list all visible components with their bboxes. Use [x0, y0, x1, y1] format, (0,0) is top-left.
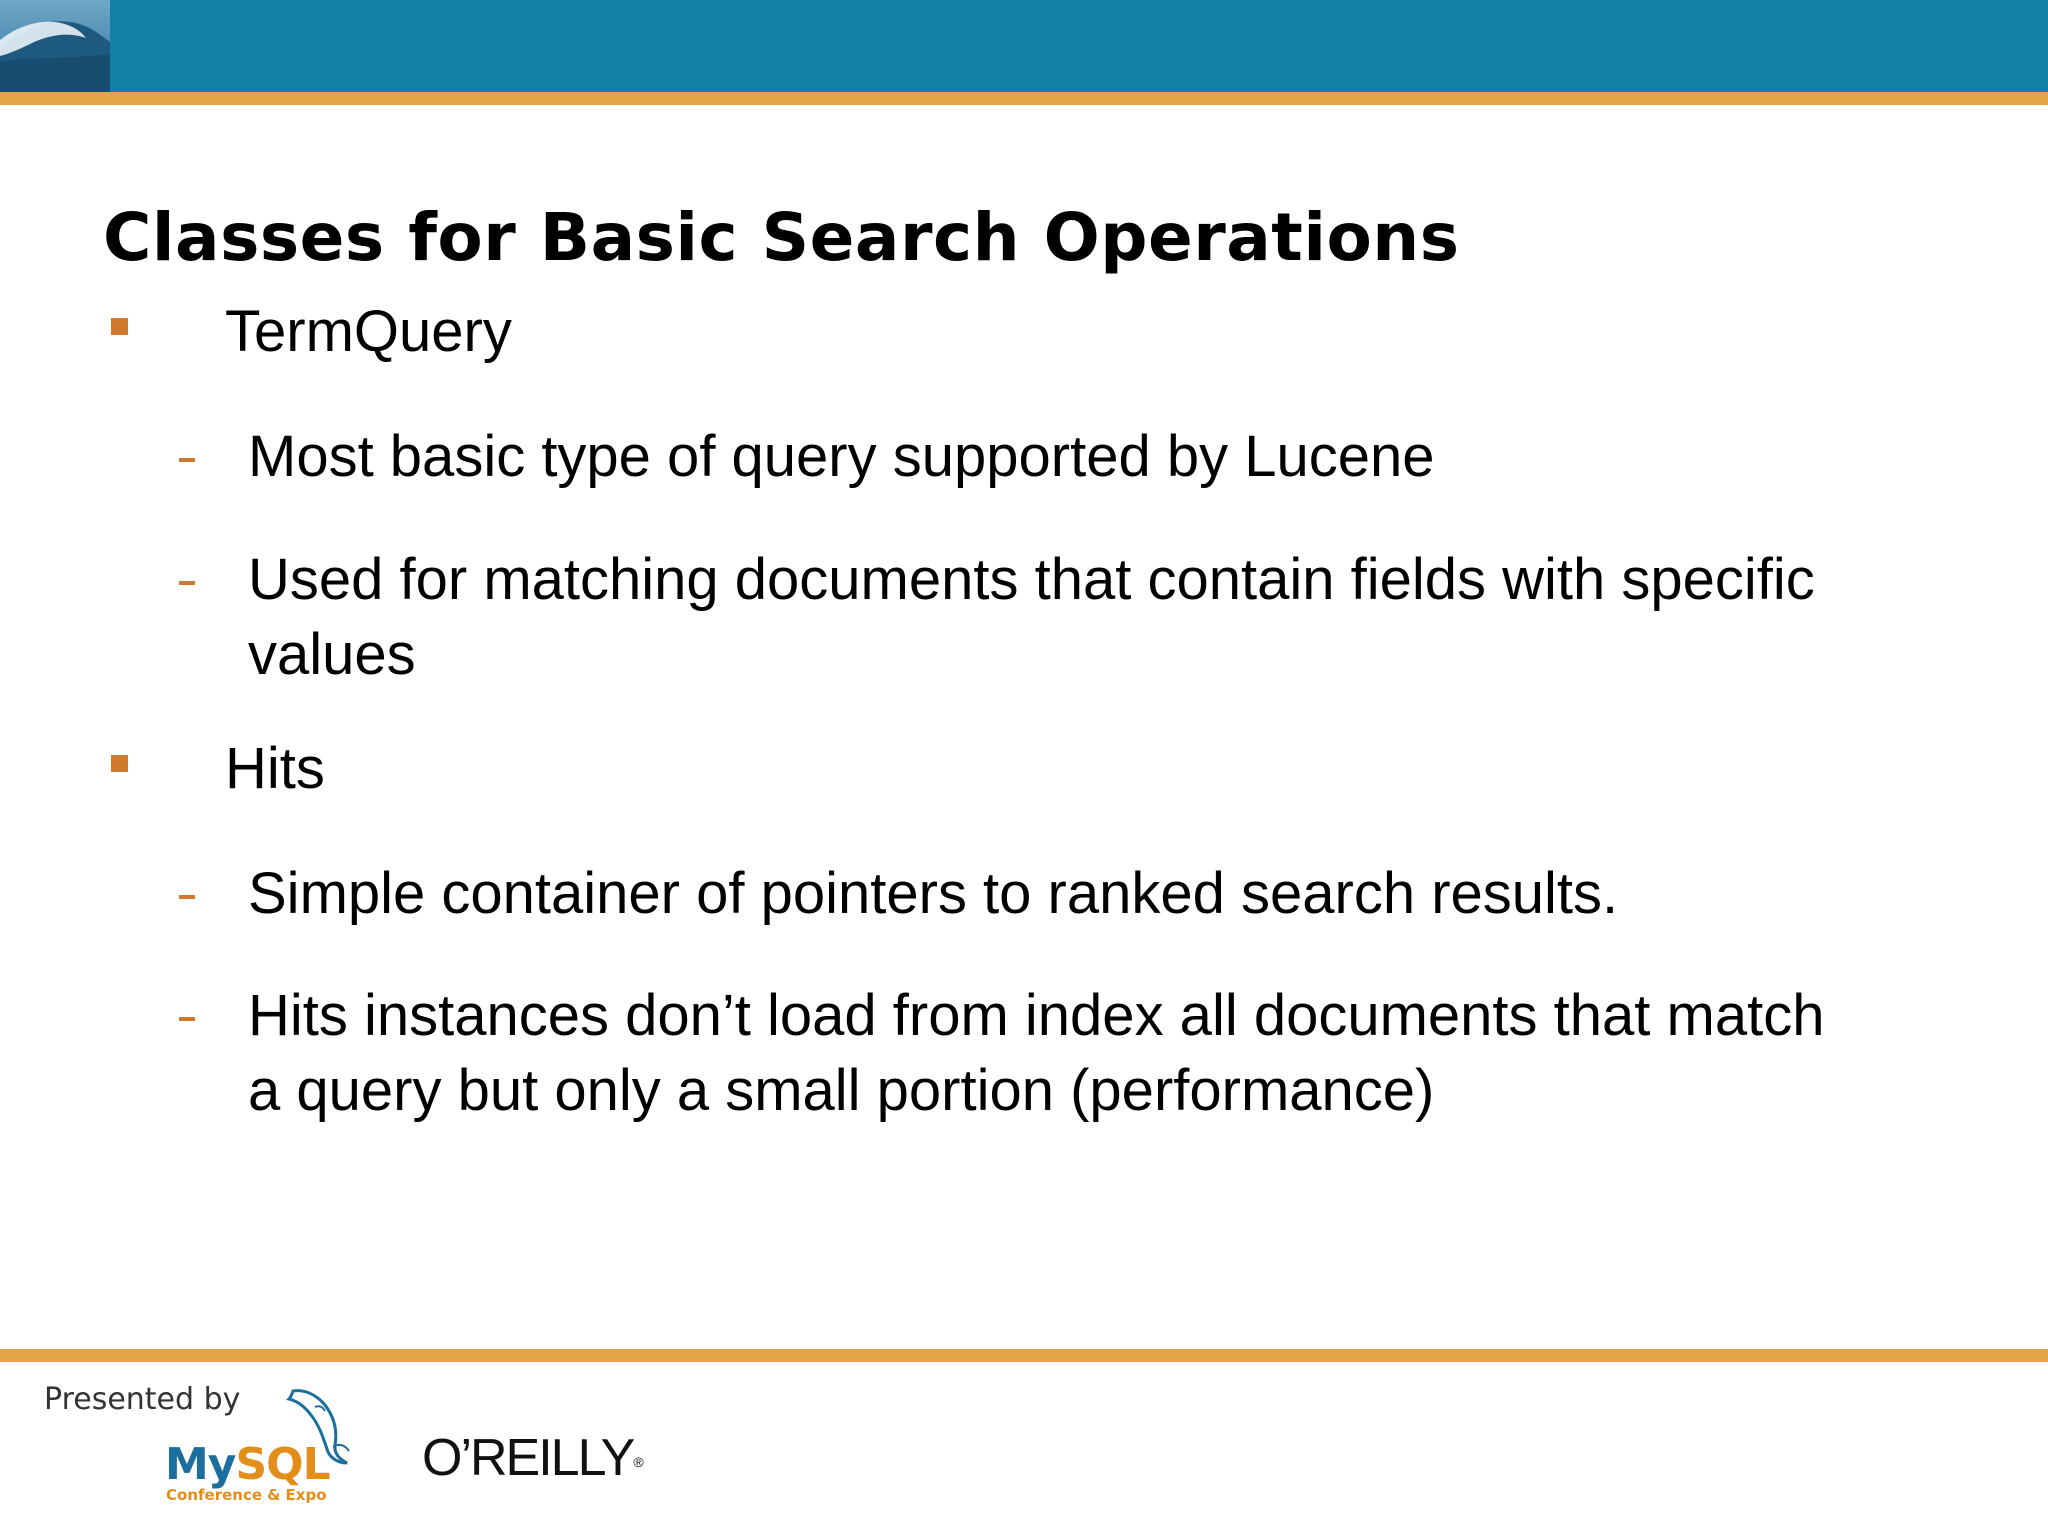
- oreilly-wordmark: O’REILLY: [422, 1429, 634, 1487]
- dash-bullet-icon: [179, 1017, 195, 1021]
- bullet-item-label: TermQuery: [225, 299, 512, 364]
- presented-by-label: Presented by: [44, 1382, 241, 1417]
- slide-title: Classes for Basic Search Operations: [103, 199, 1460, 276]
- square-bullet-icon: [111, 755, 128, 772]
- header-accent-stripe: [0, 92, 2048, 105]
- dash-bullet-icon: [179, 458, 195, 462]
- registered-mark: ®: [633, 1454, 644, 1470]
- bullet-item-label: Hits: [225, 736, 325, 801]
- sub-bullet-text: Hits instances don’t load from index all documents that match a query but only a small portion (performance): [248, 983, 1825, 1123]
- sub-bullet-text: Used for matching documents that contain fields with specific values: [248, 547, 1815, 687]
- mysql-tagline: Conference & Expo: [166, 1486, 327, 1504]
- dash-bullet-icon: [179, 581, 195, 585]
- mysql-word-sql: SQL: [235, 1439, 330, 1490]
- mysql-conference-logo: [160, 1380, 370, 1510]
- header-band: [0, 0, 2048, 92]
- dash-bullet-icon: [179, 895, 195, 899]
- sub-bullet-text: Most basic type of query supported by Lucene: [248, 424, 1435, 489]
- ocean-wave-icon: [0, 0, 110, 92]
- sub-bullet-text: Simple container of pointers to ranked search results.: [248, 861, 1619, 926]
- footer-accent-stripe: [0, 1349, 2048, 1362]
- oreilly-logo: [422, 1428, 644, 1488]
- mysql-word-my: My: [165, 1439, 236, 1490]
- square-bullet-icon: [111, 318, 128, 335]
- mysql-wordmark: [165, 1440, 330, 1490]
